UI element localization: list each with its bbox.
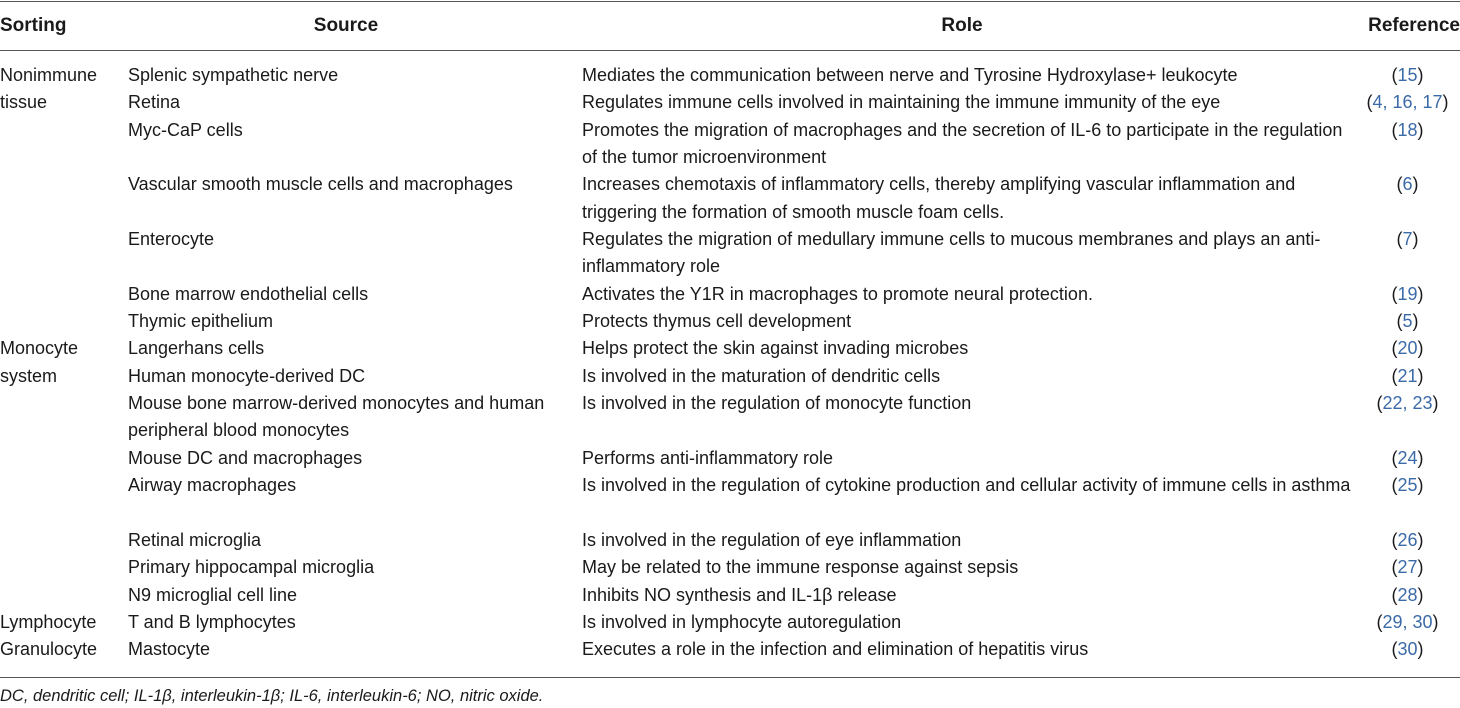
cell-source: Mouse bone marrow-derived monocytes and human peripheral blood monocytes (128, 393, 545, 441)
reference-close-paren: ) (1417, 119, 1424, 140)
cell-role: Is involved in the maturation of dendritic cells (582, 365, 941, 386)
reference-open-paren: ( (1376, 393, 1383, 414)
cell-role: Performs anti-inflammatory role (582, 447, 834, 468)
reference-link[interactable]: 29, 30 (1382, 611, 1433, 632)
table-row (0, 171, 1460, 226)
table-top-rule (0, 1, 1460, 2)
cell-role: Increases chemotaxis of inflammatory cells, thereby amplifying vascular inflammation and triggering the formation of smooth muscle foam cells. (582, 174, 1296, 222)
cell-source: N9 microglial cell line (128, 584, 298, 605)
cell-reference (1355, 308, 1460, 335)
reference-close-paren: ) (1417, 639, 1424, 660)
cell-role: Protects thymus cell development (582, 311, 852, 332)
reference-link[interactable]: 15 (1397, 65, 1418, 85)
cell-role: Promotes the migration of macrophages and the secretion of IL-6 to participate in the regulation of the tumor microenvironment (582, 119, 1343, 168)
cell-role: Mediates the communication between nerve and Tyrosine Hydroxylase+ leukocyte (582, 65, 1238, 85)
cell-source: Bone marrow endothelial cells (128, 283, 369, 304)
table-row (0, 609, 1460, 636)
cell-source: Retinal microglia (128, 529, 262, 550)
reference-link[interactable]: 30 (1397, 639, 1418, 660)
cell-role: Is involved in the regulation of monocyte function (582, 393, 972, 414)
reference-link[interactable]: 18 (1397, 119, 1418, 140)
reference-close-paren: ) (1432, 393, 1439, 414)
table-row (0, 363, 1460, 390)
cell-reference (1355, 62, 1460, 89)
reference-link[interactable]: 26 (1397, 529, 1418, 550)
table-row (0, 527, 1460, 554)
reference-close-paren: ) (1412, 229, 1419, 250)
reference-link[interactable]: 24 (1397, 447, 1418, 468)
cell-role: Inhibits NO synthesis and IL-1β release (582, 584, 897, 605)
reference-open-paren: ( (1396, 174, 1403, 195)
cell-role: Regulates immune cells involved in maintaining the immune immunity of the eye (582, 92, 1221, 113)
reference-open-paren: ( (1396, 229, 1403, 250)
reference-open-paren: ( (1391, 475, 1398, 496)
table-row (0, 89, 1460, 116)
cell-sorting: Granulocyte (0, 639, 98, 660)
cell-reference (1355, 554, 1460, 581)
header-role: Role (941, 15, 983, 36)
reference-close-paren: ) (1417, 557, 1424, 578)
cell-reference (1355, 363, 1460, 390)
cell-role: May be related to the immune response against sepsis (582, 557, 1019, 578)
cell-role: Is involved in the regulation of eye inflammation (582, 529, 962, 550)
table-row (0, 636, 1460, 663)
cell-source: Myc-CaP cells (128, 119, 243, 140)
table-header-rule (0, 50, 1460, 51)
cell-sorting: Lymphocyte (0, 611, 97, 632)
cell-reference (1355, 390, 1460, 417)
reference-open-paren: ( (1391, 365, 1398, 386)
cell-reference (1355, 582, 1460, 609)
reference-link[interactable]: 21 (1397, 365, 1418, 386)
cell-reference (1355, 472, 1460, 499)
cell-role: Executes a role in the infection and elimination of hepatitis virus (582, 639, 1089, 660)
cell-role: Helps protect the skin against invading microbes (582, 338, 969, 359)
cell-reference (1355, 335, 1460, 362)
table-row (0, 582, 1460, 609)
cell-source: Retina (128, 92, 181, 113)
cell-source: T and B lymphocytes (128, 611, 296, 632)
reference-link[interactable]: 20 (1397, 338, 1418, 359)
cell-source: Airway macrophages (128, 475, 297, 496)
reference-close-paren: ) (1412, 174, 1419, 195)
table-bottom-rule (0, 677, 1460, 678)
table-row (0, 308, 1460, 335)
cell-source: Thymic epithelium (128, 311, 274, 332)
table-row (0, 445, 1460, 472)
cell-source: Primary hippocampal microglia (128, 557, 375, 578)
table-row (0, 226, 1460, 281)
cell-source: Vascular smooth muscle cells and macrophages (128, 174, 513, 195)
reference-close-paren: ) (1417, 338, 1424, 359)
cell-source: Human monocyte-derived DC (128, 365, 366, 386)
table-row (0, 390, 1460, 445)
cell-source: Mouse DC and macrophages (128, 447, 363, 468)
reference-open-paren: ( (1391, 119, 1398, 140)
reference-close-paren: ) (1417, 283, 1424, 304)
reference-close-paren: ) (1417, 529, 1424, 550)
reference-link[interactable]: 28 (1397, 584, 1418, 605)
cell-role: Is involved in lymphocyte autoregulation (582, 611, 902, 632)
cell-source: Enterocyte (128, 229, 215, 250)
reference-open-paren: ( (1391, 529, 1398, 550)
reference-open-paren: ( (1391, 65, 1398, 85)
reference-open-paren: ( (1391, 584, 1398, 605)
table-body (0, 62, 1460, 664)
reference-link[interactable]: 19 (1397, 283, 1418, 304)
reference-link[interactable]: 22, 23 (1382, 393, 1433, 414)
header-sorting: Sorting (0, 15, 67, 36)
reference-close-paren: ) (1417, 65, 1424, 85)
header-source: Source (313, 15, 379, 36)
cell-sorting: Monocyte system (0, 338, 79, 386)
table-row (0, 554, 1460, 581)
reference-link[interactable]: 25 (1397, 475, 1418, 496)
table-footnote: DC, dendritic cell; IL-1β, interleukin-1β; IL-6, interleukin-6; NO, nitric oxide. (0, 687, 544, 705)
cell-reference (1355, 445, 1460, 472)
reference-close-paren: ) (1417, 447, 1424, 468)
table-row (0, 281, 1460, 308)
cell-source: Splenic sympathetic nerve (128, 65, 339, 85)
cell-reference (1355, 171, 1460, 198)
cell-role: Regulates the migration of medullary immune cells to mucous membranes and plays an anti-inflammatory role (582, 229, 1321, 277)
cell-sorting: Nonimmune tissue (0, 65, 98, 113)
table-row (0, 117, 1460, 172)
reference-close-paren: ) (1417, 475, 1424, 496)
reference-open-paren: ( (1366, 92, 1373, 113)
cell-role: Activates the Y1R in macrophages to promote neural protection. (582, 283, 1093, 304)
cell-reference (1355, 636, 1460, 663)
reference-close-paren: ) (1432, 611, 1439, 632)
cell-reference (1355, 226, 1460, 253)
reference-open-paren: ( (1391, 557, 1398, 578)
cell-reference (1355, 609, 1460, 636)
reference-open-paren: ( (1376, 611, 1383, 632)
reference-link[interactable]: 5 (1402, 311, 1413, 332)
reference-close-paren: ) (1417, 365, 1424, 386)
cell-role: Is involved in the regulation of cytokine production and cellular activity of immune cells in asthma (582, 475, 1351, 496)
reference-open-paren: ( (1391, 447, 1398, 468)
header-reference: Reference (1368, 15, 1460, 36)
table-row (0, 472, 1460, 527)
reference-close-paren: ) (1442, 92, 1449, 113)
reference-link[interactable]: 6 (1402, 174, 1413, 195)
cell-source: Mastocyte (128, 639, 211, 660)
reference-open-paren: ( (1391, 283, 1398, 304)
cell-reference (1355, 117, 1460, 144)
reference-link[interactable]: 27 (1397, 557, 1418, 578)
reference-open-paren: ( (1391, 338, 1398, 359)
reference-open-paren: ( (1396, 311, 1403, 332)
reference-close-paren: ) (1412, 311, 1419, 332)
reference-link[interactable]: 7 (1402, 229, 1413, 250)
reference-link[interactable]: 4, 16, 17 (1372, 92, 1443, 113)
reference-close-paren: ) (1417, 584, 1424, 605)
cell-reference (1355, 89, 1460, 116)
cell-reference (1355, 281, 1460, 308)
reference-open-paren: ( (1391, 639, 1398, 660)
cell-reference (1355, 527, 1460, 554)
cell-source: Langerhans cells (128, 338, 265, 359)
